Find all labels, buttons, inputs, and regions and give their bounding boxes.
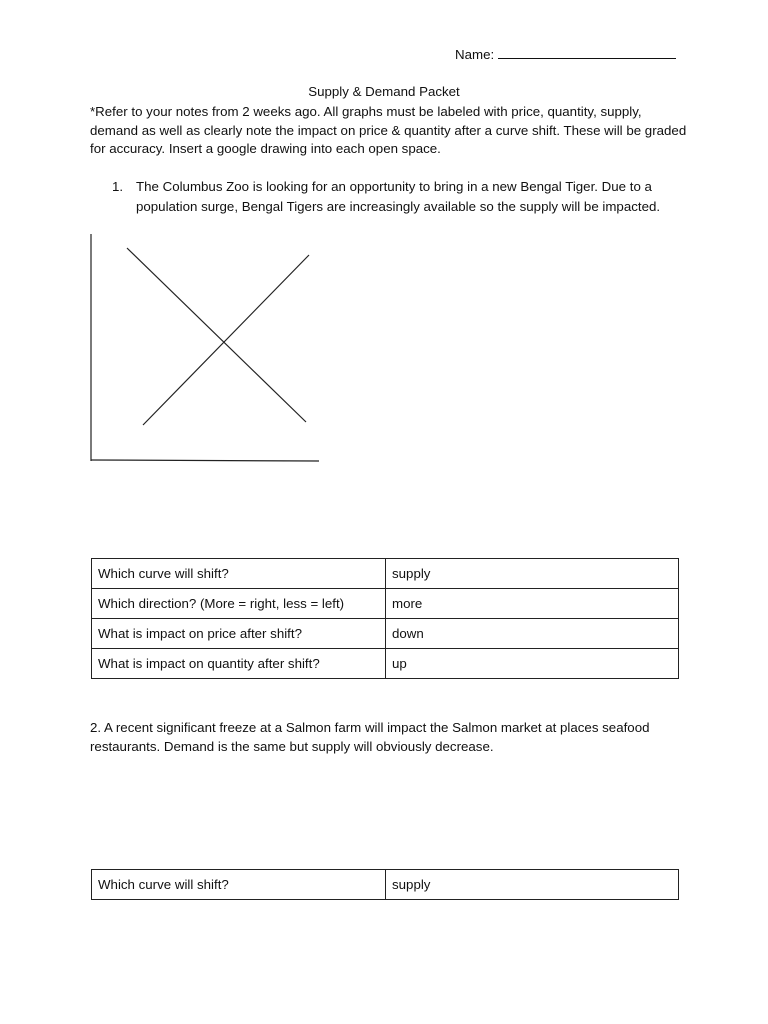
- table-answer-cell[interactable]: up: [386, 649, 679, 679]
- question-1-table: [91, 558, 679, 679]
- table-question-cell: Which curve will shift?: [92, 559, 386, 589]
- table-row: [92, 870, 679, 900]
- supply-curve-line: [143, 255, 309, 425]
- table-row: [92, 589, 679, 619]
- instructions: *Refer to your notes from 2 weeks ago. All graphs must be labeled with price, quantity, supply, demand as well as clearly note the impact on price & quantity after a curve shift. These will be graded for accuracy. Insert a google drawing into each open space.: [90, 104, 687, 156]
- name-blank-line[interactable]: [498, 46, 676, 59]
- question-1-text: The Columbus Zoo is looking for an opportunity to bring in a new Bengal Tiger. Due to a population surge, Bengal Tigers are increasingly available so the supply will be impacted.: [136, 179, 661, 214]
- table-question-cell: Which direction? (More = right, less = left): [92, 589, 386, 619]
- demand-curve-line: [127, 248, 306, 422]
- table-row: [92, 559, 679, 589]
- supply-demand-graph[interactable]: [88, 232, 328, 467]
- name-label: Name:: [455, 47, 495, 62]
- table-answer-cell[interactable]: down: [386, 619, 679, 649]
- name-field: [455, 46, 676, 62]
- table-question-cell: What is impact on price after shift?: [92, 619, 386, 649]
- table-question-cell: What is impact on quantity after shift?: [92, 649, 386, 679]
- table-row: [92, 649, 679, 679]
- table-answer-cell[interactable]: supply: [386, 559, 679, 589]
- table-answer-cell[interactable]: more: [386, 589, 679, 619]
- table-answer-cell[interactable]: supply: [386, 870, 679, 900]
- table-row: [92, 619, 679, 649]
- question-1: [112, 177, 692, 216]
- table-question-cell: Which curve will shift?: [92, 870, 386, 900]
- document-title: Supply & Demand Packet: [308, 84, 460, 99]
- graph-x-axis: [91, 460, 319, 461]
- question-1-number: 1.: [112, 179, 124, 194]
- question-2-table: [91, 869, 679, 900]
- question-2-text: 2. A recent significant freeze at a Salmon farm will impact the Salmon market at places seafood restaurants. Demand is the same but supply will obviously decrease.: [90, 720, 650, 754]
